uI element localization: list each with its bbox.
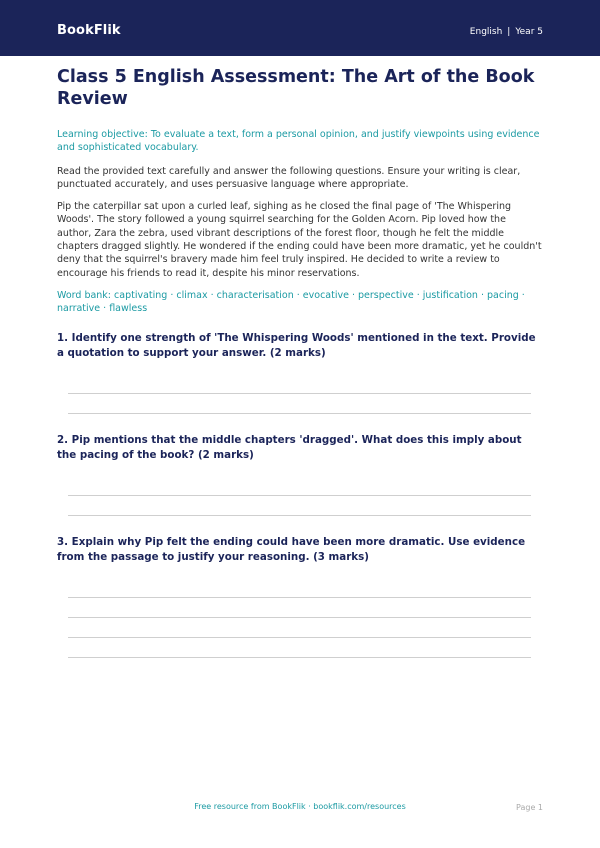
answer-line-q1-1[interactable] [68,393,531,394]
answer-line-q1-2[interactable] [68,413,531,414]
answer-line-q3-3[interactable] [68,637,531,638]
answer-line-q3-4[interactable] [68,657,531,658]
answer-line-q2-1[interactable] [68,495,531,496]
footer-resource-link[interactable]: Free resource from BookFlik · bookflik.com/resources [194,802,406,811]
page-header [0,0,600,56]
brand-logo-text: BookFlik [57,23,121,38]
word-bank: Word bank: captivating · climax · characterisation · evocative · perspective · justification · pacing · narrative · flawless [57,289,525,315]
year-label: Year 5 [515,27,543,37]
answer-line-q3-2[interactable] [68,617,531,618]
worksheet-content [57,66,543,316]
page-number: Page 1 [516,803,543,812]
question-3: 3. Explain why Pip felt the ending could have been more dramatic. Use evidence from the passage to justify your reasoning. (3 marks) [57,536,526,563]
question-1: 1. Identify one strength of 'The Whispering Woods' mentioned in the text. Provide a quotation to support your answer. (2 marks) [57,332,536,359]
header-subject-year [470,27,543,37]
header-separator: | [507,27,511,37]
reading-passage: Pip the caterpillar sat upon a curled leaf, sighing as he closed the final page of 'The Whispering Woods'. The story followed a young squirrel searching for the Golden Acorn. Pip loved how the author, Zara the zebra, used vibrant descriptions of the forest floor, though he felt the middle chapters dragged slightly. He wondered if the ending could have been more dramatic, yet he couldn't deny that the squirrel's bravery made him feel truly inspired. He decided to write a review to encourage his friends to read it, despite his minor reservations. [57,201,542,279]
answer-line-q3-1[interactable] [68,597,531,598]
page-title: Class 5 English Assessment: The Art of the Book Review [57,67,535,109]
question-2: 2. Pip mentions that the middle chapters 'dragged'. What does this imply about the pacing of the book? (2 marks) [57,434,522,461]
subject-label: English [469,27,503,37]
learning-objective: Learning objective: To evaluate a text, form a personal opinion, and justify viewpoints using evidence and sophisticated vocabulary. [57,129,540,154]
answer-line-q2-2[interactable] [68,515,531,516]
instructions-text: Read the provided text carefully and answer the following questions. Ensure your writing is clear, punctuated accurately, and uses persuasive language where appropriate. [57,165,521,190]
